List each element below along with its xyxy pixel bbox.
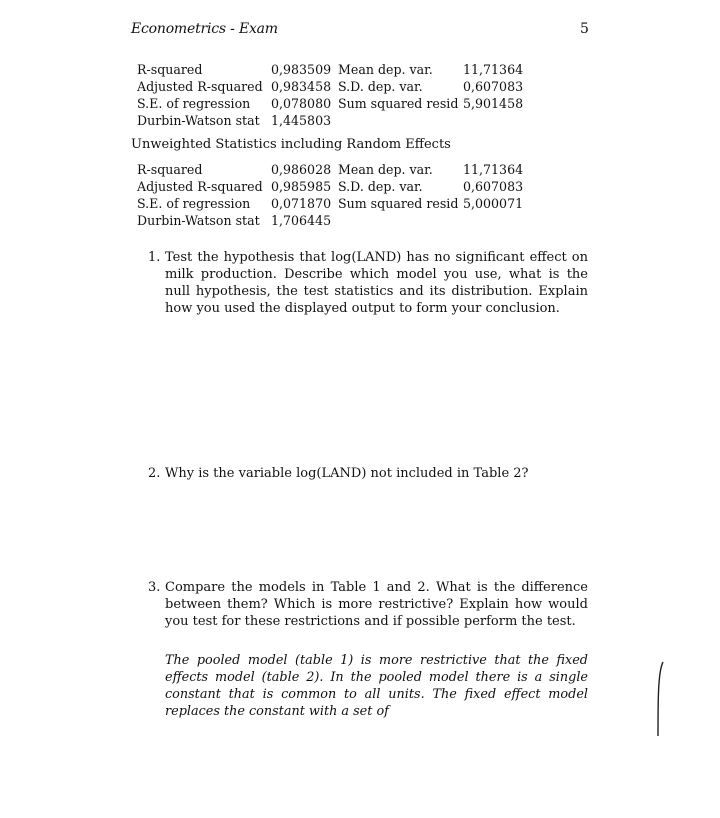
table-row — [137, 78, 523, 95]
stat-value — [463, 212, 523, 229]
stat-value: 1,445803 — [271, 113, 332, 128]
margin-bracket-mark — [654, 660, 666, 740]
table-row — [137, 195, 523, 212]
question-text: Why is the variable log(LAND) not included in Table 2? — [165, 466, 529, 481]
stat-label: R-squared — [137, 62, 203, 77]
unweighted-statistics-heading: Unweighted Statistics including Random Effects — [131, 137, 451, 152]
stat-value — [463, 112, 523, 129]
weighted-statistics-table — [137, 61, 523, 129]
stat-value: 5,901458 — [463, 96, 524, 111]
table-row — [137, 212, 523, 229]
stat-label: S.E. of regression — [137, 96, 251, 111]
stat-label: Durbin-Watson stat — [137, 113, 260, 128]
stat-label — [338, 112, 463, 129]
stat-label: S.E. of regression — [137, 196, 251, 211]
question-number: 1. — [148, 250, 161, 265]
stat-value: 0,983509 — [271, 62, 332, 77]
table-row — [137, 178, 523, 195]
question-3 — [148, 579, 588, 630]
stat-value: 0,078080 — [271, 96, 332, 111]
stat-label: Mean dep. var. — [338, 62, 433, 77]
stat-value: 0,983458 — [271, 79, 332, 94]
answer-text: The pooled model (table 1) is more restrictive that the fixed effects model (table 2). In the pooled model there is a single constant that is common to all units. The fixed effect model replaces the constant with a set of — [165, 653, 588, 719]
stat-label: S.D. dep. var. — [338, 79, 423, 94]
question-number: 3. — [148, 580, 161, 595]
question-text: Test the hypothesis that log(LAND) has no significant effect on milk production. Describe which model you use, what is the null hypothesis, the test statistics and its distribution. Explain how you used the displayed output to form your conclusion. — [165, 250, 588, 316]
stat-value: 0,986028 — [271, 162, 332, 177]
question-text: Compare the models in Table 1 and 2. What is the difference between them? Which is more restrictive? Explain how would you test for these restrictions and if possible perform the test. — [165, 580, 588, 629]
page-number: 5 — [580, 21, 589, 37]
question-2 — [148, 465, 588, 482]
stat-value: 0,607083 — [463, 179, 524, 194]
stat-label: S.D. dep. var. — [338, 179, 423, 194]
stat-label: Adjusted R-squared — [137, 79, 263, 94]
stat-value: 5,000071 — [463, 196, 524, 211]
unweighted-statistics-table — [137, 161, 523, 229]
page-header-title: Econometrics - Exam — [131, 21, 278, 37]
table-row — [137, 61, 523, 78]
stat-value: 11,71364 — [463, 62, 524, 77]
question-number: 2. — [148, 466, 161, 481]
stat-label: Sum squared resid — [338, 196, 459, 211]
stat-value: 0,985985 — [271, 179, 332, 194]
table-row — [137, 161, 523, 178]
table-row — [137, 95, 523, 112]
stat-label: Mean dep. var. — [338, 162, 433, 177]
stat-value: 0,071870 — [271, 196, 332, 211]
stat-label: Adjusted R-squared — [137, 179, 263, 194]
stat-value: 11,71364 — [463, 162, 524, 177]
stat-label: Sum squared resid — [338, 96, 459, 111]
table-row — [137, 112, 523, 129]
stat-value: 0,607083 — [463, 79, 524, 94]
stat-label — [338, 212, 463, 229]
stat-label: Durbin-Watson stat — [137, 213, 260, 228]
question-1 — [148, 249, 588, 317]
stat-label: R-squared — [137, 162, 203, 177]
stat-value: 1,706445 — [271, 213, 332, 228]
